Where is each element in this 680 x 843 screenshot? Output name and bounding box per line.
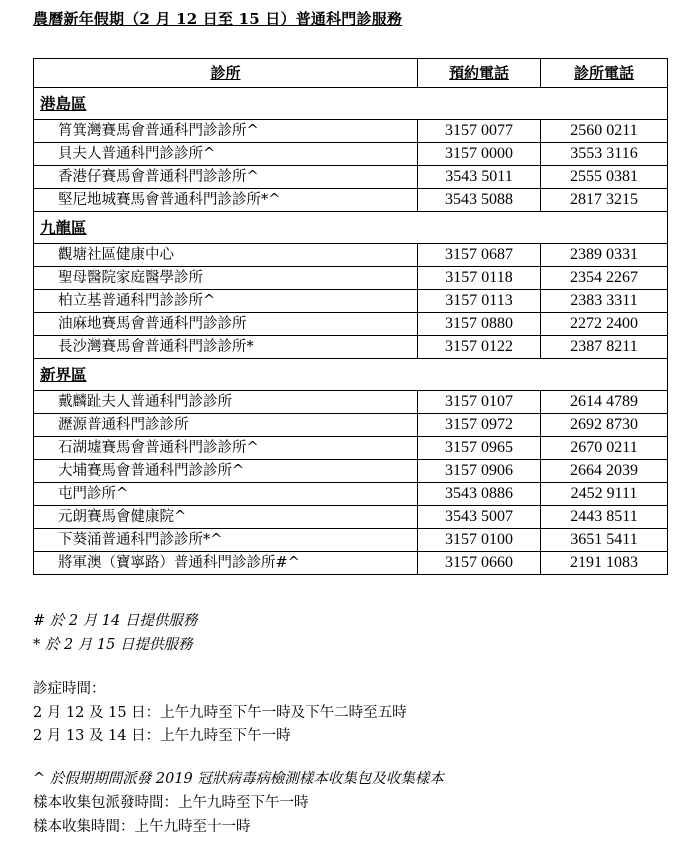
table-row bbox=[34, 391, 668, 414]
clinic-phone: 2614 4789 bbox=[541, 391, 668, 414]
table-row bbox=[34, 244, 668, 267]
clinic-name: 瀝源普通科門診診所 bbox=[34, 414, 418, 437]
table-row bbox=[34, 267, 668, 290]
region-name: 港島區 bbox=[34, 88, 668, 120]
table-row bbox=[34, 143, 668, 166]
region-name: 九龍區 bbox=[34, 212, 668, 244]
table-row bbox=[34, 313, 668, 336]
clinic-phone: 2443 8511 bbox=[541, 506, 668, 529]
clinic-name: 長沙灣賽馬會普通科門診診所* bbox=[34, 336, 418, 359]
clinic-name: 柏立基普通科門診診所^ bbox=[34, 290, 418, 313]
booking-phone: 3157 0880 bbox=[418, 313, 541, 336]
clinic-name: 戴麟趾夫人普通科門診診所 bbox=[34, 391, 418, 414]
page-title: 農曆新年假期（2 月 12 日至 15 日）普通科門診服務 bbox=[33, 10, 403, 28]
clinic-name: 筲箕灣賽馬會普通科門診診所^ bbox=[34, 120, 418, 143]
booking-phone: 3543 5011 bbox=[418, 166, 541, 189]
clinic-phone: 2670 0211 bbox=[541, 437, 668, 460]
region-name: 新界區 bbox=[34, 359, 668, 391]
booking-phone: 3157 0077 bbox=[418, 120, 541, 143]
clinic-name: 觀塘社區健康中心 bbox=[34, 244, 418, 267]
region-header-row bbox=[34, 88, 668, 120]
table-row bbox=[34, 460, 668, 483]
footnote-star: * 於 2 月 15 日提供服務 bbox=[33, 637, 193, 653]
clinic-name: 屯門診所^ bbox=[34, 483, 418, 506]
clinic-name: 石湖墟賽馬會普通科門診診所^ bbox=[34, 437, 418, 460]
clinic-phone: 2452 9111 bbox=[541, 483, 668, 506]
region-header-row bbox=[34, 212, 668, 244]
hours-label: 診症時間： bbox=[33, 681, 106, 697]
booking-phone: 3543 0886 bbox=[418, 483, 541, 506]
clinic-name: 堅尼地城賽馬會普通科門診診所*^ bbox=[34, 189, 418, 212]
booking-phone: 3157 0972 bbox=[418, 414, 541, 437]
clinic-phone: 2191 1083 bbox=[541, 552, 668, 575]
clinic-name: 聖母醫院家庭醫學診所 bbox=[34, 267, 418, 290]
clinic-table bbox=[33, 58, 668, 575]
booking-phone: 3157 0660 bbox=[418, 552, 541, 575]
clinic-phone: 2555 0381 bbox=[541, 166, 668, 189]
clinic-phone: 2389 0331 bbox=[541, 244, 668, 267]
column-header-phone: 診所電話 bbox=[541, 59, 668, 88]
table-row bbox=[34, 189, 668, 212]
hours-line-2: 2 月 13 及 14 日：上午九時至下午一時 bbox=[33, 728, 291, 744]
booking-phone: 3157 0100 bbox=[418, 529, 541, 552]
clinic-phone: 2354 2267 bbox=[541, 267, 668, 290]
clinic-phone: 3553 3116 bbox=[541, 143, 668, 166]
clinic-phone: 2387 8211 bbox=[541, 336, 668, 359]
booking-phone: 3157 0000 bbox=[418, 143, 541, 166]
table-header-row bbox=[34, 59, 668, 88]
booking-phone: 3543 5007 bbox=[418, 506, 541, 529]
table-row bbox=[34, 336, 668, 359]
table-row bbox=[34, 483, 668, 506]
booking-phone: 3157 0107 bbox=[418, 391, 541, 414]
clinic-phone: 2817 3215 bbox=[541, 189, 668, 212]
clinic-phone: 3651 5411 bbox=[541, 529, 668, 552]
clinic-name: 油麻地賽馬會普通科門診診所 bbox=[34, 313, 418, 336]
table-row bbox=[34, 120, 668, 143]
specimen-collect-hours: 樣本收集時間：上午九時至十一時 bbox=[33, 819, 251, 835]
specimen-pack-hours: 樣本收集包派發時間：上午九時至下午一時 bbox=[33, 795, 309, 811]
booking-phone: 3157 0113 bbox=[418, 290, 541, 313]
clinic-name: 大埔賽馬會普通科門診診所^ bbox=[34, 460, 418, 483]
clinic-phone: 2692 8730 bbox=[541, 414, 668, 437]
clinic-name: 元朗賽馬會健康院^ bbox=[34, 506, 418, 529]
table-row bbox=[34, 529, 668, 552]
clinic-name: 香港仔賽馬會普通科門診診所^ bbox=[34, 166, 418, 189]
table-row bbox=[34, 437, 668, 460]
clinic-phone: 2560 0211 bbox=[541, 120, 668, 143]
clinic-phone: 2383 3311 bbox=[541, 290, 668, 313]
column-header-booking: 預約電話 bbox=[418, 59, 541, 88]
booking-phone: 3157 0906 bbox=[418, 460, 541, 483]
clinic-name: 下葵涌普通科門診診所*^ bbox=[34, 529, 418, 552]
clinic-name: 貝夫人普通科門診診所^ bbox=[34, 143, 418, 166]
table-row bbox=[34, 166, 668, 189]
booking-phone: 3157 0118 bbox=[418, 267, 541, 290]
column-header-clinic: 診所 bbox=[34, 59, 418, 88]
table-row bbox=[34, 552, 668, 575]
booking-phone: 3157 0965 bbox=[418, 437, 541, 460]
clinic-name: 將軍澳（寶寧路）普通科門診診所#^ bbox=[34, 552, 418, 575]
booking-phone: 3543 5088 bbox=[418, 189, 541, 212]
clinic-phone: 2272 2400 bbox=[541, 313, 668, 336]
table-body bbox=[34, 88, 668, 575]
hours-line-1: 2 月 12 及 15 日：上午九時至下午一時及下午二時至五時 bbox=[33, 705, 407, 721]
footnote-hash: # 於 2 月 14 日提供服務 bbox=[33, 613, 198, 629]
table-row bbox=[34, 506, 668, 529]
table-row bbox=[34, 290, 668, 313]
booking-phone: 3157 0687 bbox=[418, 244, 541, 267]
region-header-row bbox=[34, 359, 668, 391]
clinic-phone: 2664 2039 bbox=[541, 460, 668, 483]
table-row bbox=[34, 414, 668, 437]
booking-phone: 3157 0122 bbox=[418, 336, 541, 359]
specimen-note: ^ 於假期期間派發 2019 冠狀病毒病檢測樣本收集包及收集樣本 bbox=[33, 771, 444, 787]
